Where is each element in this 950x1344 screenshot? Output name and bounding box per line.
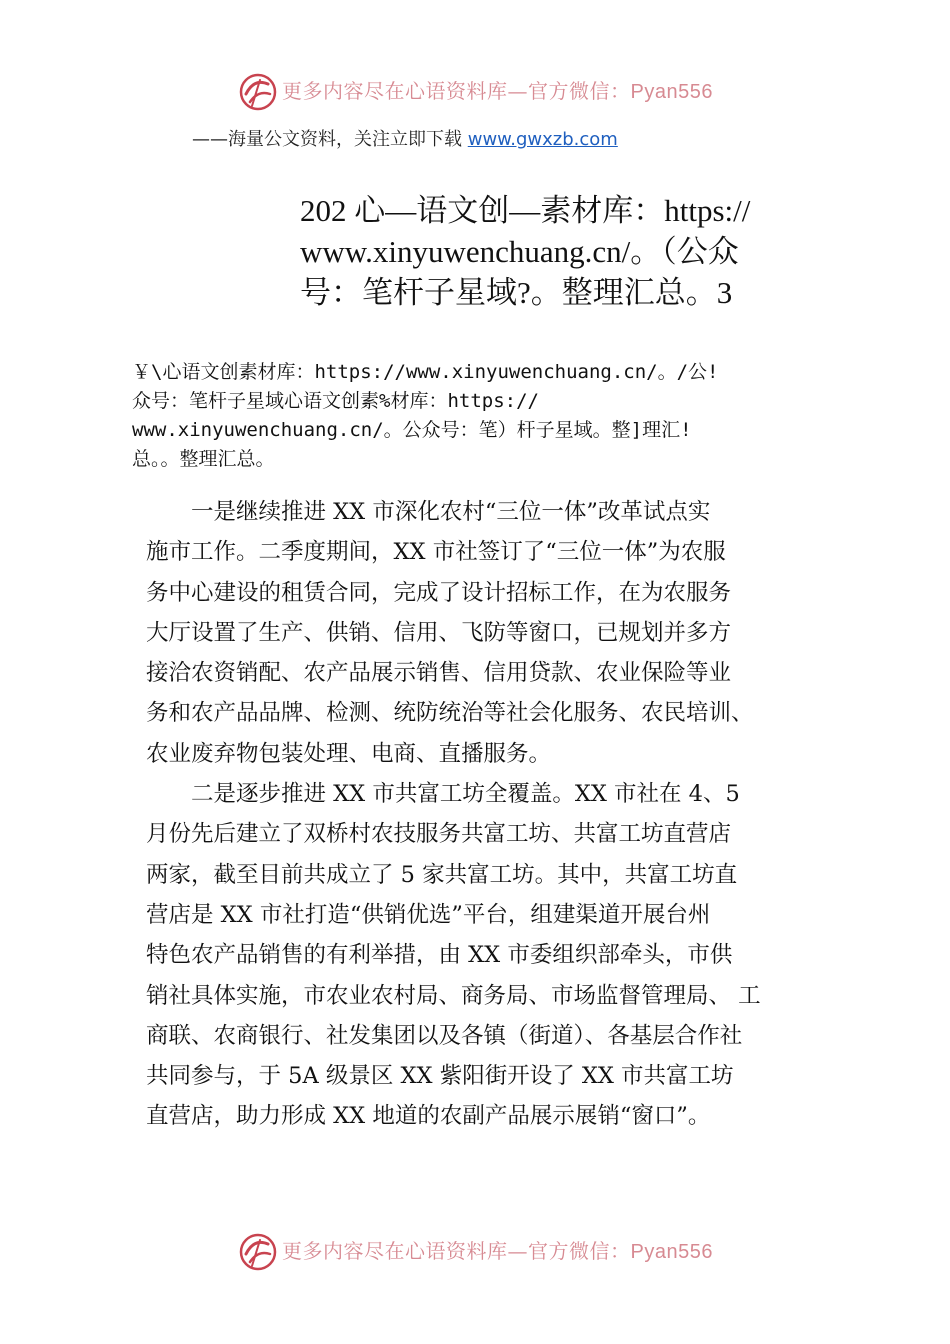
body-line: 务中心建设的租赁合同，完成了设计招标工作，在为农服务 — [146, 579, 732, 606]
body-line: 共同参与，于 5A 级景区 XX 紫阳街开设了 XX 市共富工坊 — [146, 1063, 734, 1090]
body-line: 接洽农资销配、农产品展示销售、信用贷款、农业保险等业 — [146, 660, 732, 687]
body-line: 营店是 XX 市社打造“供销优选”平台，组建渠道开展台州 — [146, 901, 711, 928]
watermark-text-block — [132, 358, 852, 474]
document-title — [300, 190, 840, 313]
body-line: 两家，截至目前共成立了 5 家共富工坊。其中，共富工坊直 — [146, 861, 738, 888]
footer-banner — [0, 1228, 950, 1278]
download-notice: ——海量公文资料，关注立即下载 www.gwxzb.com — [192, 129, 618, 150]
header-wechat-id: Pyan556 — [630, 81, 713, 103]
header-banner — [0, 68, 950, 118]
body-line: 施市工作。二季度期间，XX 市社签订了“三位一体”为农服 — [146, 539, 726, 566]
download-link[interactable]: www.gwxzb.com — [467, 129, 618, 150]
watermark-line: 众号：笔杆子星域心语文创素%材库：https:// — [132, 390, 539, 412]
brand-logo-icon — [238, 72, 278, 112]
body-line: 月份先后建立了双桥村农技服务共富工坊、共富工坊直营店 — [146, 821, 732, 848]
watermark-line: ￥\心语文创素材库：https://www.xinyuwenchuang.cn/。/公! — [132, 361, 719, 383]
body-line: 销社具体实施，市农业农村局、商务局、市场监督管理局、 工 — [146, 982, 761, 1009]
header-banner-text: 更多内容尽在心语资料库—官方微信：Pyan556 — [282, 79, 713, 103]
body-line: 二是逐步推进 XX 市共富工坊全覆盖。XX 市社在 4、5 — [146, 781, 740, 808]
body-line: 直营店，助力形成 XX 地道的农副产品展示展销“窗口”。 — [146, 1103, 711, 1130]
watermark-line: www.xinyuwenchuang.cn/。公众号：笔）杆子星域。整]理汇! — [132, 419, 692, 441]
footer-banner-text: 更多内容尽在心语资料库—官方微信：Pyan556 — [282, 1239, 713, 1263]
body-line: 特色农产品销售的有利举措，由 XX 市委组织部牵头，市供 — [146, 942, 733, 969]
footer-wechat-id: Pyan556 — [630, 1241, 713, 1263]
body-line: 农业废弃物包装处理、电商、直播服务。 — [146, 740, 552, 767]
body-line: 大厅设置了生产、供销、信用、飞防等窗口，已规划并多方 — [146, 619, 732, 646]
body-line: 务和农产品品牌、检测、统防统治等社会化服务、农民培训、 — [146, 700, 754, 727]
title-line: 202 心—语文创—素材库：https:// — [300, 193, 751, 228]
body-text — [146, 492, 826, 1137]
brand-logo-icon — [238, 1232, 278, 1272]
body-line: 一是继续推进 XX 市深化农村“三位一体”改革试点实 — [146, 499, 711, 525]
watermark-line: 总。。整理汇总。 — [132, 448, 275, 470]
title-line: 号：笔杆子星域?。整理汇总。3 — [300, 275, 733, 310]
body-line: 商联、农商银行、社发集团以及各镇（街道）、各基层合作社 — [146, 1022, 743, 1049]
title-line: www.xinyuwenchuang.cn/。（公众 — [300, 234, 739, 269]
